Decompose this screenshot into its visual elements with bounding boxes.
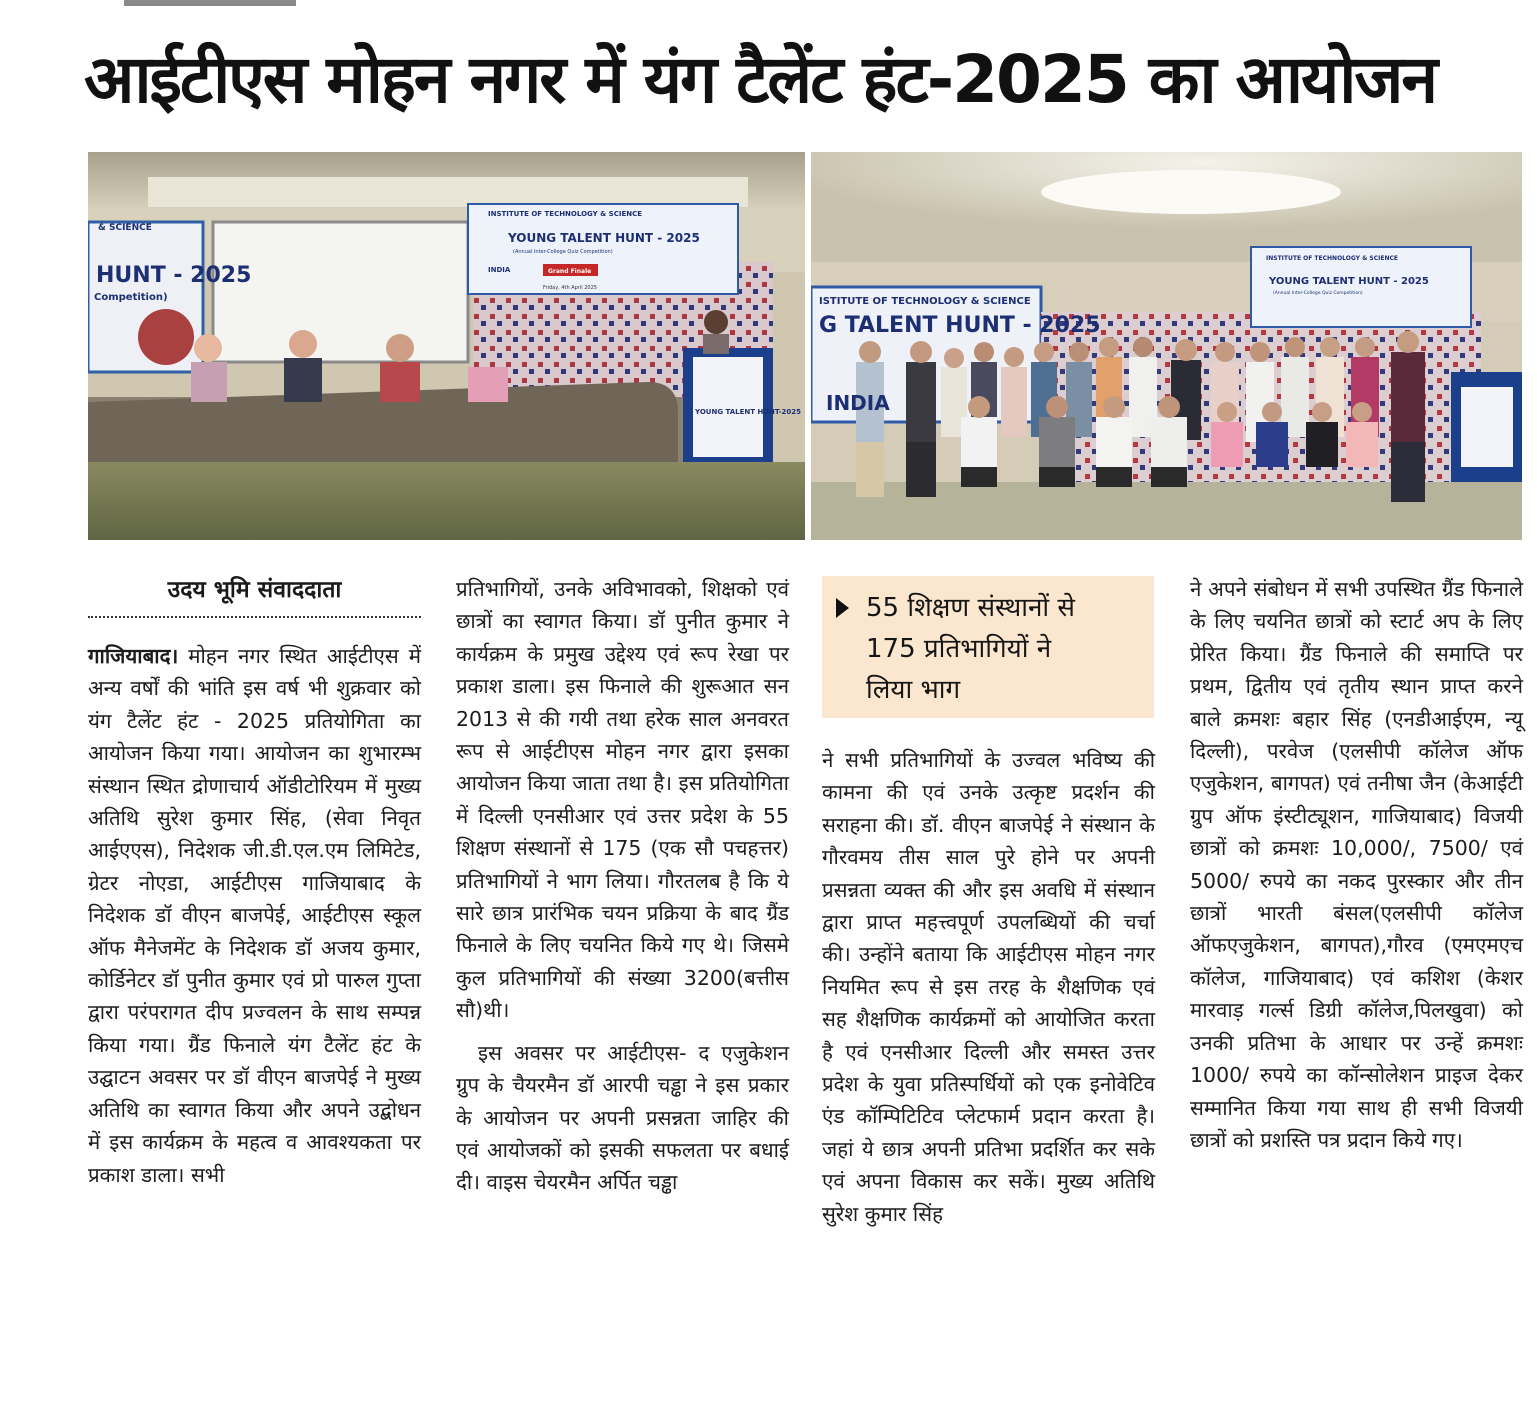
photo1-side-banner-top: & SCIENCE: [98, 223, 152, 233]
article-paragraph: [88, 640, 421, 1191]
photo2-side-banner-title: G TALENT HUNT - 2025: [819, 313, 1101, 338]
column-3-text: ने सभी प्रतिभागियों के उज्वल भविष्य की कामना की एवं उनके उत्कृष्ट प्रदर्शन की सराहना की। डॉ. वीएन बाजपेई ने संस्थान के गौरवमय तीस साल पुरे होने पर अपनी प्रसन्नता व्यक्त की और इस अवधि में संस्थान द्वारा प्राप्त महत्त्वपूर्ण उपलब्धियों की चर्चा की। उन्होंने बताया कि आईटीएस मोहन नगर नियमित रूप से इस तरह के शैक्षणिक एवं सह शैक्षणिक कार्यक्रमों को आयोजित करता है एवं एनसीआर दिल्ली और समस्त उत्तर प्रदेश के युवा प्रतिस्पर्धियों को एक इनोवेटिव एंड कॉम्पिटिटिव प्लेटफार्म प्रदान करता है। जहां ये छात्र अपनी प्रतिभा प्रदर्शित कर सके एवं अपना विकास कर सकें। मुख्य अतिथि सुरेश कुमार सिंह: [822, 748, 1155, 1226]
article-column-2: [456, 573, 789, 1199]
column-4-text: ने अपने संबोधन में सभी उपस्थित ग्रैंड फिनाले के लिए चयनित छात्रों को स्टार्ट अप के लिए प्रेरित किया। ग्रैंड फिनाले की समाप्ति पर प्रथम, द्वितीय एवं तृतीय स्थान प्राप्त करने बाले क्रमशः बहार सिंह (एनडीआईएम, न्यू दिल्ली), परवेज (एलसीपी कॉलेज ऑफ एजुकेशन, बागपत) एवं तनीषा जैन (केआईटी ग्रुप ऑफ इंस्टीट्यूशन, गाजियाबाद) विजयी छात्रों को क्रमशः 10,000/, 7500/ एवं 5000/ रुपये का नकद पुरस्कार और तीन छात्रों भारती बंसल(एलसीपी कॉलेज ऑफएजुकेशन, बागपत),गौरव (एमएमएच कॉलेज, गाजियाबाद) एवं कशिश (केशर मारवाड़ गर्ल्स डिग्री कॉलेज,पिलखुवा) को उनकी प्रतिभा के आधार पर उन्हें क्रमशः 1000/ रुपये का कॉन्सोलेशन प्राइज देकर सम्मानित किया गया साथ ही सभी विजयी छात्रों को प्रशस्ति पत्र प्रदान किये गए।: [1190, 577, 1523, 1152]
photo2-banner-line1: INSTITUTE OF TECHNOLOGY & SCIENCE: [1266, 255, 1399, 262]
pull-quote-line: 175 प्रतिभागियों ने: [866, 634, 1052, 664]
photo-group: [811, 152, 1522, 540]
photo1-banner-finale: Grand Finale: [548, 268, 592, 275]
pull-quote-text: [866, 588, 1144, 711]
photo1-banner-line1: INSTITUTE OF TECHNOLOGY & SCIENCE: [488, 210, 643, 218]
photo1-side-banner-sub: Competition): [94, 292, 168, 303]
photo2-side-banner-india: INDIA: [826, 391, 890, 415]
article-column-1: [88, 640, 421, 1191]
photo1-banner-date: Friday, 4th April 2025: [543, 285, 597, 291]
photo2-banner-sub: (Annual Inter-College Quiz Competition): [1273, 291, 1363, 296]
photo-dais: [88, 152, 805, 540]
headline: आईटीएस मोहन नगर में यंग टैलेंट हंट-2025 का आयोजन: [84, 41, 1436, 118]
arrow-icon: [836, 598, 849, 618]
photo1-podium-title: YOUNG TALENT HUNT-2025: [695, 408, 801, 416]
column-1-text: मोहन नगर स्थित आईटीएस में अन्य वर्षों की भांति इस वर्ष भी शुक्रवार को यंग टैलेंट हंट - 2025 प्रतियोगिता का आयोजन किया गया। आयोजन का शुभारम्भ संस्थान स्थित द्रोणाचार्य ऑडीटोरियम में मुख्य अतिथि सुरेश कुमार सिंह, (सेवा निवृत आईएएस), निदेशक जी.डी.एल.एम लिमिटेड, ग्रेटर नोएडा, आईटीएस गाजियाबाद के निदेशक डॉ वीएन बाजपेई, आईटीएस स्कूल ऑफ मैनेजमेंट के निदेशक डॉ अजय कुमार, कोर्डिनेटर डॉ पुनीत कुमार एवं प्रो पारुल गुप्ता द्वारा परंपरागत दीप प्रज्वलन के साथ सम्पन्न किया गया। ग्रैंड फिनाले यंग टैलेंट हंट के उद्घाटन अवसर पर डॉ वीएन बाजपेई ने मुख्य अतिथि का स्वागत किया और अपने उद्बोधन में इस कार्यक्रम के महत्व व आवश्यकता पर प्रकाश डाला। सभी: [88, 644, 421, 1187]
byline-divider: [88, 616, 421, 618]
top-rule: [124, 0, 296, 6]
photo1-banner-india: INDIA: [488, 266, 511, 274]
column-2-paragraph-2: इस अवसर पर आईटीएस- द एजुकेशन ग्रुप के चैयरमैन डॉ आरपी चड्ढा ने इस प्रकार के आयोजन पर अपनी प्रसन्नता जाहिर की एवं आयोजकों को इसकी सफलता पर बधाई दी। वाइस चेयरमैन अर्पित चड्ढा: [456, 1040, 789, 1195]
column-2-paragraph-1: प्रतिभागियों, उनके अविभावको, शिक्षको एवं छात्रों का स्वागत किया। डॉ पुनीत कुमार ने कार्यक्रम के प्रमुख उद्देश्य एवं रूप रेखा पर प्रकाश डाला। इस फिनाले की शुरूआत सन 2013 से की गयी तथा हरेक साल अनवरत रूप से आईटीएस मोहन नगर द्वारा इसका आयोजन किया जाता तथा है। इस प्रतियोगिता में दिल्ली एनसीआर एवं उत्तर प्रदेश के 55 शिक्षण संस्थानों से 175 (एक सौ पचहत्तर) प्रतिभागियों ने भाग लिया। गौरतलब है कि ये सारे छात्र प्रारंभिक चयन प्रक्रिया के बाद ग्रैंड फिनाले के लिए चयनित किये गए थे। जिसमे कुल प्रतिभागियों की संख्या 3200(बत्तीस सौ)थी।: [456, 577, 789, 1023]
article-column-3: [822, 744, 1155, 1230]
photo1-banner-sub: (Annual Inter-College Quiz Competition): [513, 249, 613, 255]
photo1-banner-title: YOUNG TALENT HUNT - 2025: [508, 231, 700, 245]
byline: उदय भूमि संवाददाता: [167, 577, 342, 603]
photo-group-image: [811, 152, 1522, 540]
article-column-4: [1190, 573, 1523, 1156]
photo2-side-banner-top: ISTITUTE OF TECHNOLOGY & SCIENCE: [819, 296, 1031, 307]
pull-quote-line: लिया भाग: [866, 675, 961, 705]
photo1-side-banner-title: HUNT - 2025: [96, 263, 252, 288]
dateline: गाजियाबाद।: [88, 644, 179, 668]
pull-quote: [822, 576, 1154, 718]
pull-quote-line: 55 शिक्षण संस्थानों से: [866, 593, 1075, 623]
photo2-banner-title: YOUNG TALENT HUNT - 2025: [1269, 276, 1429, 287]
photo-dais-image: [88, 152, 805, 540]
